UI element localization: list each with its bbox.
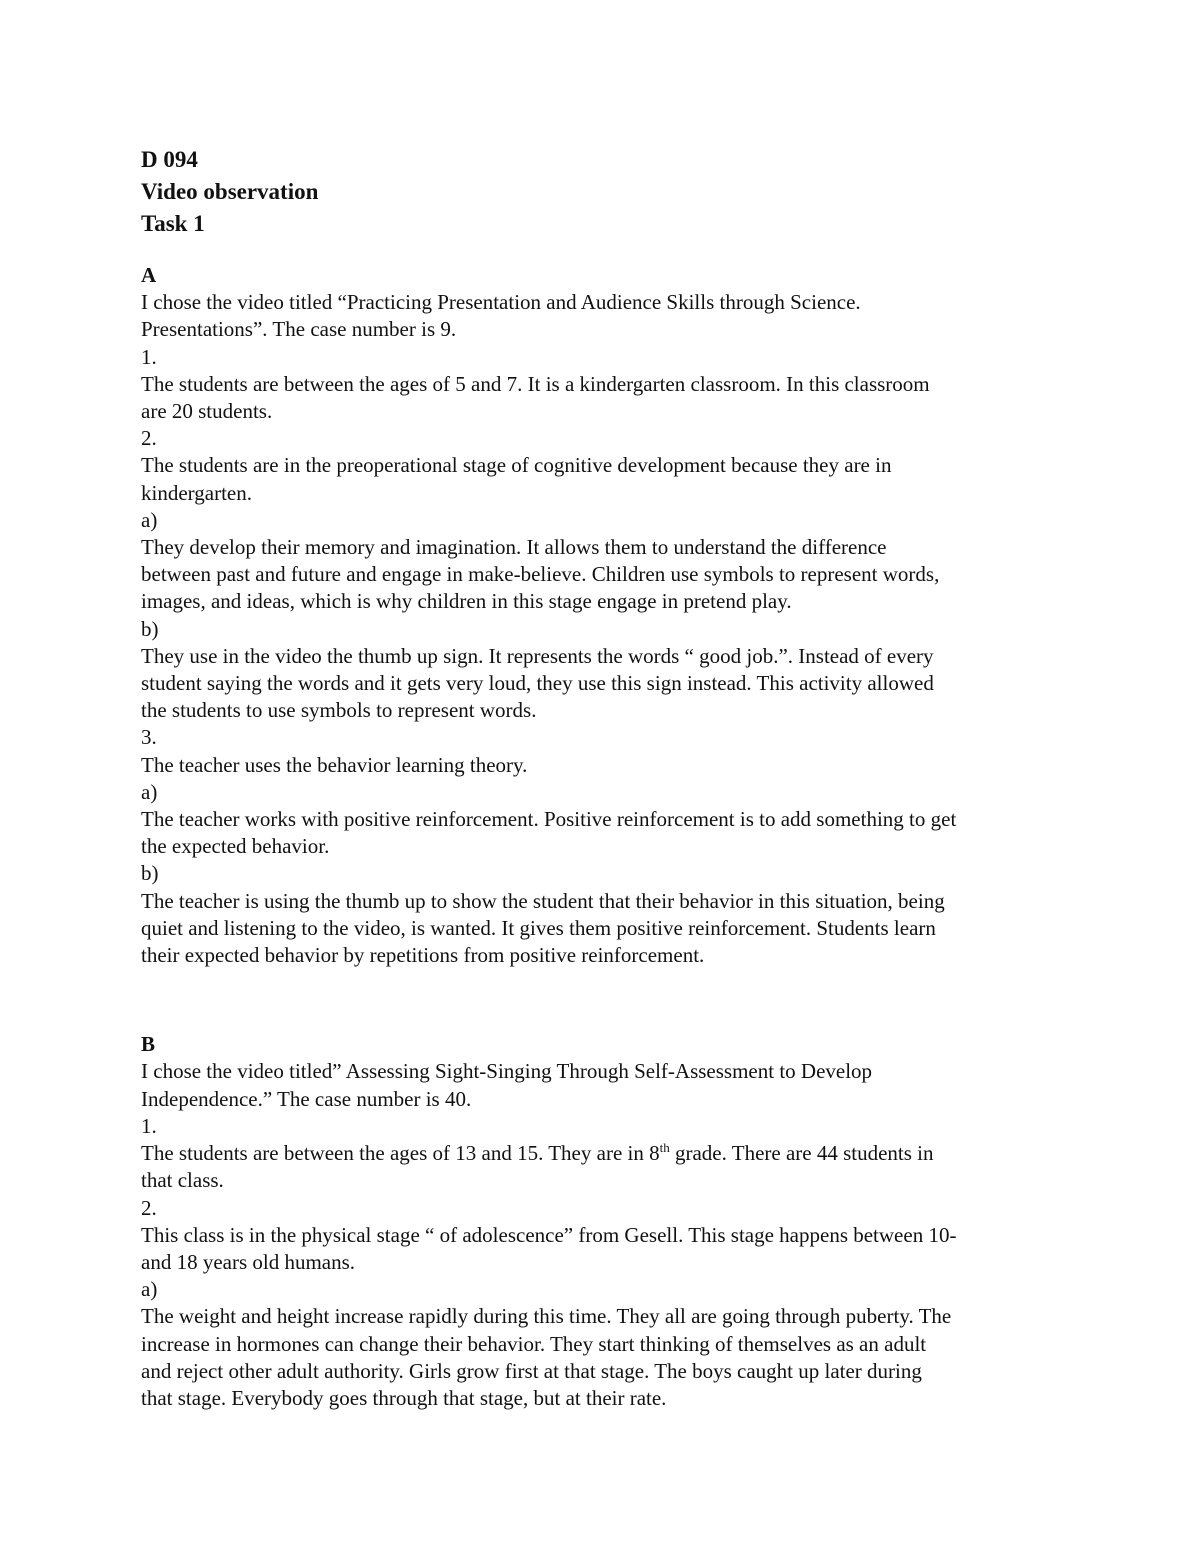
section-a-body [141, 289, 1071, 969]
section-b-text-line: 2. [141, 1195, 157, 1220]
section-a-text-line: a) [141, 507, 158, 532]
section-a-text-line: b) [141, 861, 159, 886]
section-b-body-start [141, 1058, 1071, 1140]
section-b-text-line: The weight and height increase rapidly during this time. They all are going through puberty. The [141, 1304, 952, 1329]
section-a-text-line: Presentations”. The case number is 9. [141, 317, 457, 342]
section-b-text-line: that stage. Everybody goes through that stage, but at their rate. [141, 1385, 667, 1410]
section-a-text-line: I chose the video titled “Practicing Presentation and Audience Skills through Science. [141, 290, 861, 315]
section-b-text-line: Independence.” The case number is 40. [141, 1086, 472, 1111]
section-b-text-line: increase in hormones can change their behavior. They start thinking of themselves as an adult [141, 1331, 927, 1356]
section-b-body-end [141, 1167, 1071, 1412]
spacer [141, 969, 1071, 1031]
title-heading: Video observation [141, 179, 319, 204]
section-a-text-line: The teacher works with positive reinforcement. Positive reinforcement is to add something to get [141, 807, 957, 832]
section-b-text-line: This class is in the physical stage “ of adolescence” from Gesell. This stage happens between 10- [141, 1222, 957, 1247]
document-body [141, 144, 1071, 1412]
section-a-text-line: The students are between the ages of 5 and 7. It is a kindergarten classroom. In this classroom [141, 371, 930, 396]
section-a-text-line: The teacher uses the behavior learning theory. [141, 752, 528, 777]
section-a-text-line: their expected behavior by repetitions from positive reinforcement. [141, 943, 705, 968]
section-b-letter: B [141, 1032, 156, 1057]
section-a-text-line: The students are in the preoperational stage of cognitive development because they are in [141, 453, 892, 478]
grade-text-before: The students are between the ages of 13 and 15. They are in 8 [141, 1141, 660, 1166]
section-a-text-line: are 20 students. [141, 399, 273, 424]
section-a-text-line: images, and ideas, which is why children in this stage engage in pretend play. [141, 589, 792, 614]
section-a-text-line: student saying the words and it gets very loud, they use this sign instead. This activity allowed [141, 671, 934, 696]
section-a-text-line: b) [141, 616, 159, 641]
section-a-text-line: a) [141, 779, 158, 804]
section-a-text-line: between past and future and engage in make-believe. Children use symbols to represent words, [141, 562, 940, 587]
section-a-text-line: the students to use symbols to represent words. [141, 698, 537, 723]
section-a-text-line: The teacher is using the thumb up to show the student that their behavior in this situation, being [141, 888, 945, 913]
grade-superscript: th [659, 1140, 670, 1156]
section-a-text-line: quiet and listening to the video, is wanted. It gives them positive reinforcement. Students learn [141, 915, 936, 940]
section-b-text-line: a) [141, 1277, 158, 1302]
section-b-grade-line [141, 1140, 1071, 1167]
section-a-text-line: They use in the video the thumb up sign. It represents the words “ good job.”. Instead of every [141, 643, 934, 668]
section-a-text-line: 3. [141, 725, 157, 750]
section-b-text-line: I chose the video titled” Assessing Sight-Singing Through Self-Assessment to Develop [141, 1059, 873, 1084]
section-b-text-line: and reject other adult authority. Girls grow first at that stage. The boys caught up later during [141, 1358, 922, 1383]
section-b-text-line: and 18 years old humans. [141, 1249, 356, 1274]
section-a-text-line: They develop their memory and imagination. It allows them to understand the difference [141, 535, 887, 560]
section-a-text-line: the expected behavior. [141, 834, 330, 859]
grade-text-after: grade. There are 44 students in [669, 1141, 934, 1166]
section-b-text-line: that class. [141, 1168, 224, 1193]
course-code-heading: D 094 [141, 147, 198, 172]
section-a-text-line: 1. [141, 344, 157, 369]
task-heading: Task 1 [141, 211, 205, 236]
spacer [141, 240, 1071, 262]
section-b-text-line: 1. [141, 1113, 157, 1138]
section-a-text-line: kindergarten. [141, 480, 252, 505]
section-a-letter: A [141, 263, 157, 287]
section-a-text-line: 2. [141, 426, 157, 451]
